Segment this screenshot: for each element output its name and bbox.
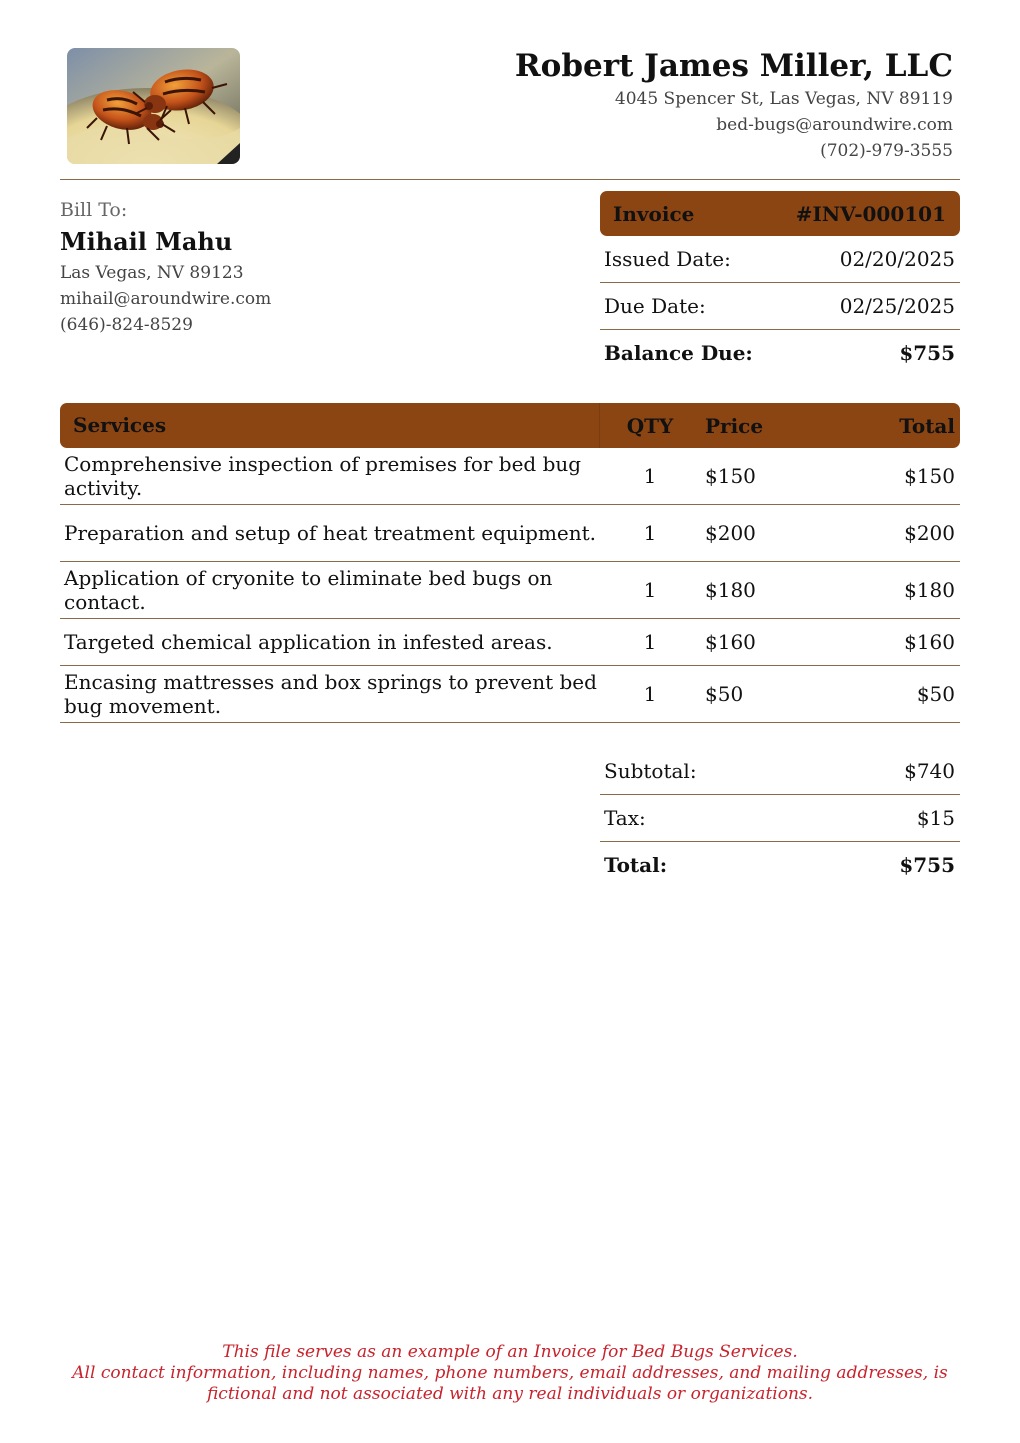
subtotal-value: $740	[904, 759, 955, 783]
client-email[interactable]: mihail@aroundwire.com	[60, 289, 272, 309]
company-info	[515, 46, 953, 164]
client-address: Las Vegas, NV 89123	[60, 263, 244, 283]
service-description: Application of cryonite to eliminate bed bugs on contact.	[64, 566, 553, 614]
service-total: $200	[904, 521, 955, 545]
services-table-header	[60, 403, 960, 448]
table-row	[60, 619, 960, 666]
disclaimer-line-3: fictional and not associated with any real individuals or organizations.	[206, 1384, 814, 1404]
bill-to-section	[60, 196, 271, 338]
disclaimer-line-1: This file serves as an example of an Invoice for Bed Bugs Services.	[222, 1342, 798, 1362]
company-email[interactable]: bed-bugs@aroundwire.com	[716, 115, 953, 135]
due-date-value: 02/25/2025	[839, 294, 955, 318]
header-services: Services	[60, 403, 600, 448]
service-price: $150	[705, 464, 756, 488]
balance-due-label: Balance Due:	[604, 341, 753, 365]
table-row	[60, 448, 960, 505]
invoice-number: #INV-000101	[795, 201, 946, 226]
table-row	[60, 505, 960, 562]
service-price: $200	[705, 521, 756, 545]
tax-value: $15	[916, 806, 955, 830]
invoice-label: Invoice	[613, 201, 695, 226]
header-price: Price	[705, 413, 764, 438]
service-total: $180	[904, 578, 955, 602]
issued-date-row	[600, 236, 960, 283]
service-total: $50	[916, 682, 955, 706]
issued-date-value: 02/20/2025	[839, 247, 955, 271]
due-date-label: Due Date:	[604, 294, 706, 318]
service-qty: 1	[643, 578, 657, 602]
disclaimer-footer	[0, 1342, 1020, 1405]
bed-bugs-illustration-icon	[67, 48, 240, 164]
service-description: Comprehensive inspection of premises for bed bug activity.	[64, 452, 582, 500]
table-row	[60, 666, 960, 723]
service-qty: 1	[643, 630, 657, 654]
total-row	[600, 842, 960, 888]
subtotal-label: Subtotal:	[604, 759, 697, 783]
service-price: $180	[705, 578, 756, 602]
invoice-meta	[600, 191, 960, 376]
total-value: $755	[899, 853, 955, 877]
service-price: $160	[705, 630, 756, 654]
total-label: Total:	[604, 853, 668, 877]
service-total: $160	[904, 630, 955, 654]
client-phone: (646)-824-8529	[60, 315, 193, 335]
service-description: Encasing mattresses and box springs to prevent bed bug movement.	[64, 670, 597, 718]
invoice-header	[600, 191, 960, 236]
service-description: Targeted chemical application in infested areas.	[64, 630, 553, 654]
totals-section	[600, 748, 960, 888]
service-description: Preparation and setup of heat treatment equipment.	[64, 521, 597, 545]
service-qty: 1	[643, 521, 657, 545]
client-name: Mihail Mahu	[60, 227, 233, 256]
service-qty: 1	[643, 464, 657, 488]
services-table	[60, 403, 960, 723]
header-total: Total	[899, 413, 955, 438]
bill-to-label: Bill To:	[60, 199, 128, 221]
subtotal-row	[600, 748, 960, 795]
due-date-row	[600, 283, 960, 330]
disclaimer-line-2: All contact information, including names, phone numbers, email addresses, and mailing addresses, is	[72, 1363, 948, 1383]
company-name: Robert James Miller, LLC	[514, 48, 953, 84]
service-price: $50	[705, 682, 744, 706]
service-total: $150	[904, 464, 955, 488]
service-qty: 1	[643, 682, 657, 706]
issued-date-label: Issued Date:	[604, 247, 731, 271]
company-logo	[67, 48, 240, 164]
company-address: 4045 Spencer St, Las Vegas, NV 89119	[614, 89, 953, 109]
tax-row	[600, 795, 960, 842]
company-phone: (702)-979-3555	[820, 141, 953, 161]
header-divider	[60, 179, 960, 180]
header-qty: QTY	[626, 413, 674, 438]
table-row	[60, 562, 960, 619]
tax-label: Tax:	[604, 806, 646, 830]
balance-due-value: $755	[899, 341, 955, 365]
balance-due-row	[600, 330, 960, 376]
